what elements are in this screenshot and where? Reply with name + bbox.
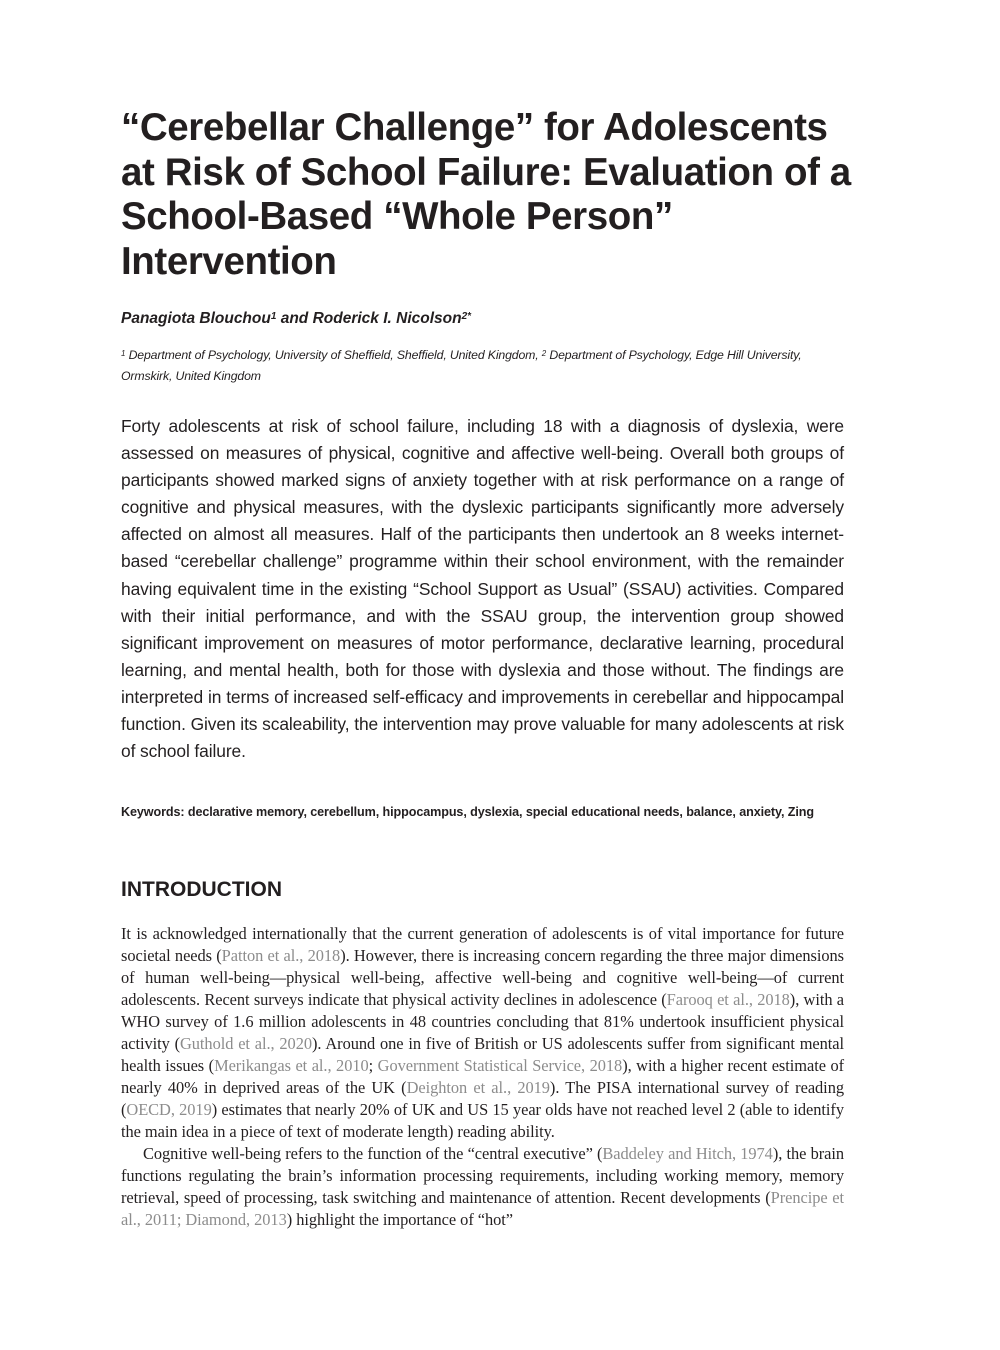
keywords: Keywords: declarative memory, cerebellum, hippocampus, dyslexia, special educational needs, balance, anxiety, Zing	[121, 805, 814, 819]
citation-link[interactable]: Farooq et al., 2018	[666, 990, 790, 1009]
body-paragraph	[121, 923, 844, 1143]
citation-link[interactable]: Merikangas et al., 2010	[214, 1056, 369, 1075]
citation-link[interactable]: Patton et al., 2018	[221, 946, 341, 965]
body-paragraph	[121, 1143, 844, 1231]
paragraph-text: ), the brain functions regulating the brain’s information processing requirements, including working memory, memory retrieval, speed of processing, task switching and maintenance of attention. Recent developments (	[121, 1144, 845, 1207]
author-list	[121, 309, 471, 329]
paragraph-text: It is acknowledged internationally that the current generation of adolescents is of vital importance for future societal needs (	[121, 924, 844, 965]
paragraph-text: Cognitive well-being refers to the function of the “central executive” (	[143, 1144, 603, 1163]
citation-link[interactable]: OECD, 2019	[126, 1100, 212, 1119]
paragraph-text: ) estimates that nearly 20% of UK and US 15 year olds have not reached level 2 (able to identify the main idea in a piece of text of moderate length) reading ability.	[121, 1100, 844, 1141]
citation-link[interactable]: Baddeley and Hitch, 1974	[602, 1144, 773, 1163]
paragraph-text: ). However, there is increasing concern regarding the three major dimensions of human well-being—physical well-being, affective well-being and cognitive well-being—of current adolescents. Recent surveys indicate that physical activity declines in adolescence (	[121, 946, 844, 1009]
affiliation-marker: 2	[541, 349, 547, 358]
paragraph-text: ). The PISA international survey of reading (	[121, 1078, 844, 1119]
affiliation-text: Department of Psychology, University of Sheffield, Sheffield, United Kingdom,	[125, 348, 542, 362]
citation-link[interactable]: Deighton et al., 2019	[406, 1078, 550, 1097]
author-connector: and	[276, 310, 313, 327]
paragraph-text: ) highlight the importance of “hot”	[286, 1210, 514, 1229]
affiliation-text: Department of Psychology, Edge Hill University, Ormskirk, United Kingdom	[121, 348, 802, 383]
paragraph-text: ), with a WHO survey of 1.6 million adolescents in 48 countries concluding that 81% undertook insufficient physical activity (	[121, 990, 844, 1053]
paragraph-text: ), with a higher recent estimate of nearly 40% in deprived areas of the UK (	[121, 1056, 844, 1097]
paragraph-text: ). Around one in five of British or US adolescents suffer from significant mental health issues (	[121, 1034, 845, 1075]
abstract: Forty adolescents at risk of school failure, including 18 with a diagnosis of dyslexia, were assessed on measures of physical, cognitive and affective well-being. Overall both groups of participants showed marked signs of anxiety together with at risk performance on a range of cognitive and physical measures, with the dyslexic participants significantly more adversely affected on almost all measures. Half of the participants then undertook an 8 weeks internet-based “cerebellar challenge” programme within their school environment, with the remainder having equivalent time in the existing “School Support as Usual” (SSAU) activities. Compared with their initial performance, and with the SSAU group, the intervention group showed significant improvement on measures of motor performance, declarative learning, procedural learning, and mental health, both for those with dyslexia and those without. The findings are interpreted in terms of increased self-efficacy and improvements in cerebellar and hippocampal function. Given its scaleability, the intervention may prove valuable for many adolescents at risk of school failure.	[121, 416, 844, 762]
citation-link[interactable]: Guthold et al., 2020	[180, 1034, 312, 1053]
article-title: “Cerebellar Challenge” for Adolescents at Risk of School Failure: Evaluation of a School-Based “Whole Person” Intervention	[121, 106, 851, 283]
section-heading-introduction: INTRODUCTION	[121, 878, 282, 901]
author-affiliation-marker: 2*	[461, 311, 472, 322]
citation-link[interactable]: Government Statistical Service, 2018	[377, 1056, 623, 1075]
author-affiliations	[121, 345, 844, 386]
author-affiliation-marker: 1	[270, 311, 277, 322]
affiliation-marker: 1	[121, 349, 126, 358]
introduction-body	[121, 923, 844, 1231]
author-name[interactable]: Panagiota Blouchou	[121, 310, 271, 327]
author-name[interactable]: Roderick I. Nicolson	[312, 310, 462, 327]
citation-link[interactable]: Prencipe et al., 2011; Diamond, 2013	[121, 1188, 844, 1229]
paragraph-text: ;	[368, 1056, 378, 1075]
